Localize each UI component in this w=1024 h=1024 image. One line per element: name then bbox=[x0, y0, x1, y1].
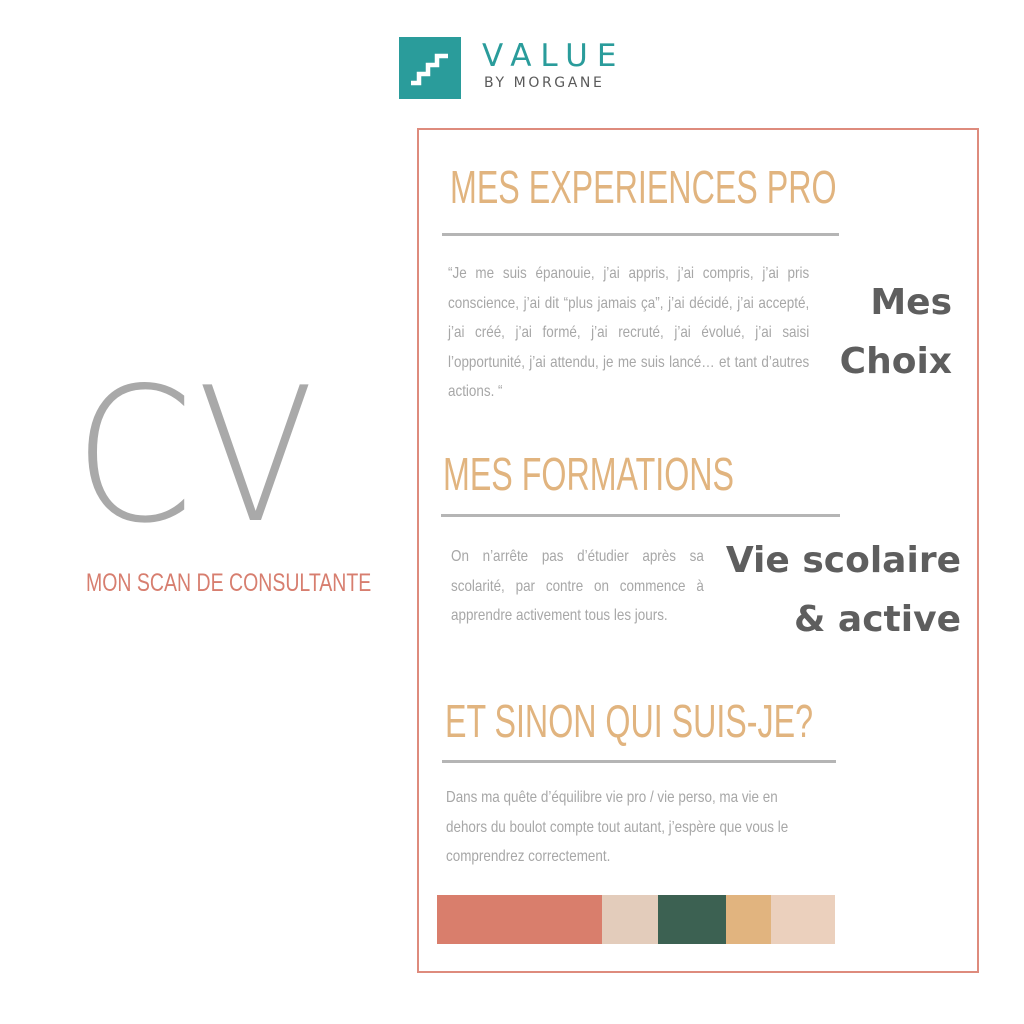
side-label-choix-line2: Choix bbox=[839, 341, 952, 382]
section-divider bbox=[442, 760, 836, 763]
color-palette bbox=[437, 895, 835, 944]
section-text-experiences: “Je me suis épanouie, j’ai appris, j’ai compris, j’ai pris conscience, j’ai dit “plus jamais ça”, j’ai décidé, j’ai accepté, j’ai créé, j’ai formé, j’ai recruté, j’ai évolué, j’ai saisi l’opportunité, j’ai attendu, je me suis lancé… et tant d’autres actions. “ bbox=[448, 265, 810, 401]
side-label-vie-scolaire-line1: Vie scolaire bbox=[725, 540, 961, 581]
stairs-icon bbox=[399, 37, 461, 99]
side-label-choix-line1: Mes bbox=[870, 282, 952, 323]
side-label-vie-scolaire-line2: & active bbox=[794, 599, 961, 640]
section-divider bbox=[442, 233, 839, 236]
cv-title: CV bbox=[74, 347, 318, 564]
color-swatch bbox=[771, 895, 835, 944]
color-swatch bbox=[437, 895, 602, 944]
section-title-formations: MES FORMATIONS bbox=[443, 448, 735, 500]
cv-subtitle: MON SCAN DE CONSULTANTE bbox=[86, 569, 372, 597]
section-text-formations: On n’arrête pas d’étudier après sa scolarité, par contre on commence à apprendre activement tous les jours. bbox=[451, 548, 704, 625]
section-divider bbox=[441, 514, 840, 517]
logo-brand: VALUE bbox=[482, 38, 626, 74]
section-title-experiences: MES EXPERIENCES PRO bbox=[450, 161, 837, 213]
color-swatch bbox=[658, 895, 726, 944]
logo-tagline: BY MORGANE bbox=[484, 75, 605, 91]
section-text-qui-suis-je: Dans ma quête d’équilibre vie pro / vie perso, ma vie en dehors du boulot compte tout autant, j’espère que vous le comprendrez correctement. bbox=[446, 789, 789, 866]
section-title-qui-suis-je: ET SINON QUI SUIS-JE? bbox=[445, 695, 813, 747]
color-swatch bbox=[602, 895, 658, 944]
color-swatch bbox=[726, 895, 772, 944]
